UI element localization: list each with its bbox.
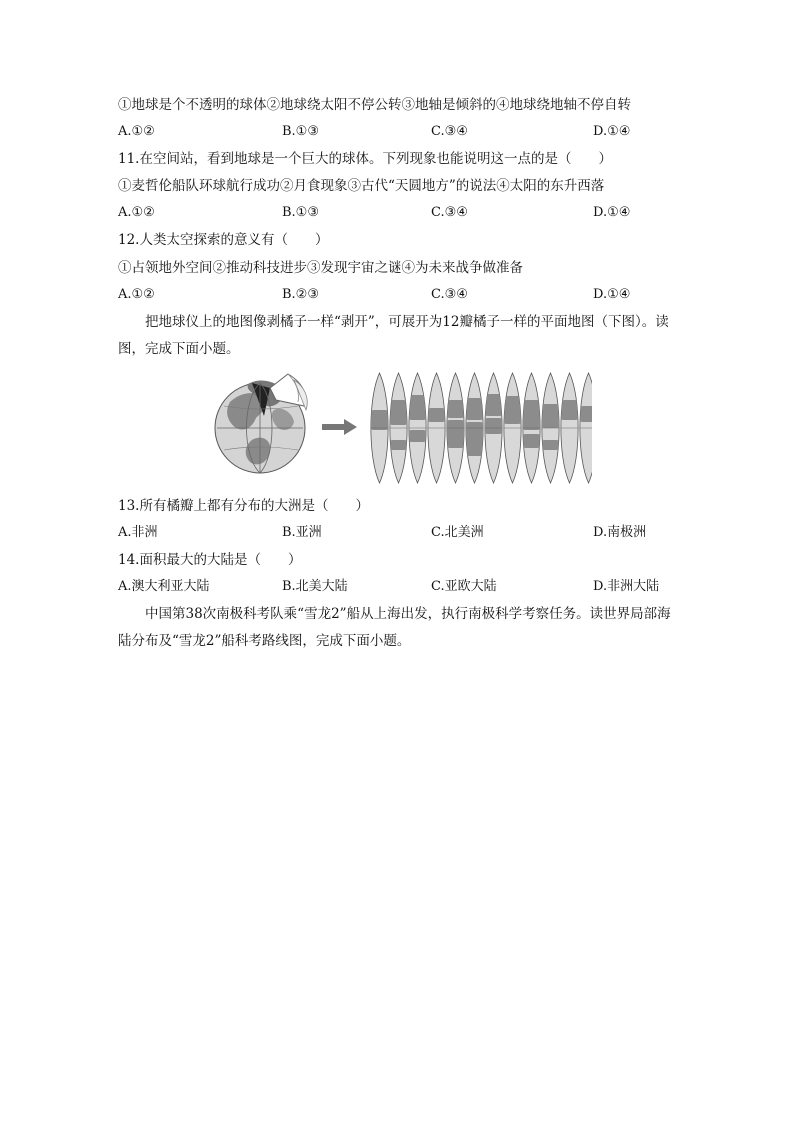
q11-options	[118, 203, 678, 223]
q13-stem: 13.所有橘瓣上都有分布的大洲是（ ）	[118, 498, 369, 514]
q12-option-b[interactable]: B.②③	[282, 287, 319, 302]
q11-option-d[interactable]: D.①④	[593, 205, 631, 220]
gore-land	[482, 394, 505, 416]
q13-options	[118, 523, 678, 543]
q11-option-c[interactable]: C.③④	[431, 205, 468, 220]
q11-statement: ①麦哲伦船队环球航行成功②月食现象③古代“天圆地方”的说法④太阳的东升西落	[118, 178, 605, 194]
q14-option-b[interactable]: B.北美大陆	[282, 579, 348, 594]
q12-option-c[interactable]: C.③④	[431, 287, 468, 302]
q10-statement: ①地球是个不透明的球体②地球绕太阳不停公转③地轴是倾斜的④地球绕地轴不停自转	[118, 97, 631, 113]
q11-stem: 11.在空间站，看到地球是一个巨大的球体。下列现象也能说明这一点的是（ ）	[118, 151, 612, 167]
q10-options	[118, 122, 678, 142]
q13-option-b[interactable]: B.亚洲	[282, 525, 322, 540]
q13-option-c[interactable]: C.北美洲	[431, 525, 484, 540]
q14-stem: 14.面积最大的大陆是（ ）	[118, 552, 302, 568]
intro-globe-paragraph: 把地球仪上的地图像剥橘子一样“剥开”，可展开为12瓣橘子一样的平面地图（下图）。读图，完成下面小题。	[118, 314, 669, 357]
q14-option-a[interactable]: A.澳大利亚大陆	[118, 579, 210, 594]
q11-option-b[interactable]: B.①③	[282, 205, 319, 220]
q12-statement: ①占领地外空间②推动科技进步③发现宇宙之谜④为未来战争做准备	[118, 260, 523, 276]
twelve-gores-map-icon	[368, 373, 592, 483]
q13-option-a[interactable]: A.非洲	[118, 525, 158, 540]
gore-land	[444, 420, 467, 448]
q12-options	[118, 285, 678, 305]
q12-option-d[interactable]: D.①④	[593, 287, 631, 302]
arrow-right-icon	[322, 419, 357, 435]
q10-option-c[interactable]: C.③④	[431, 124, 468, 139]
gore-land	[520, 400, 543, 430]
q10-option-d[interactable]: D.①④	[593, 124, 631, 139]
gore-land	[482, 418, 505, 434]
gore-land	[463, 422, 486, 456]
q11-option-a[interactable]: A.①②	[118, 205, 155, 220]
q14-option-d[interactable]: D.非洲大陆	[593, 579, 660, 594]
q10-option-a[interactable]: A.①②	[118, 124, 155, 139]
q13-option-d[interactable]: D.南极洲	[593, 525, 647, 540]
q12-option-a[interactable]: A.①②	[118, 287, 155, 302]
intro-xuelong-paragraph: 中国第38次南极科考队乘“雪龙2”船从上海出发，执行南极科学考察任务。读世界局部海陆分布及“雪龙2”船科考路线图，完成下面小题。	[118, 606, 671, 649]
gore-land	[387, 400, 410, 425]
globe-peel-figure	[212, 370, 592, 488]
gore-land	[368, 410, 391, 430]
gore-land	[577, 406, 592, 422]
globe-peel-icon	[215, 374, 307, 473]
q14-options	[118, 577, 678, 597]
q12-stem: 12.人类太空探索的意义有（ ）	[118, 232, 329, 248]
gore-land	[406, 430, 429, 442]
q14-option-c[interactable]: C.亚欧大陆	[431, 579, 497, 594]
q10-option-b[interactable]: B.①③	[282, 124, 319, 139]
